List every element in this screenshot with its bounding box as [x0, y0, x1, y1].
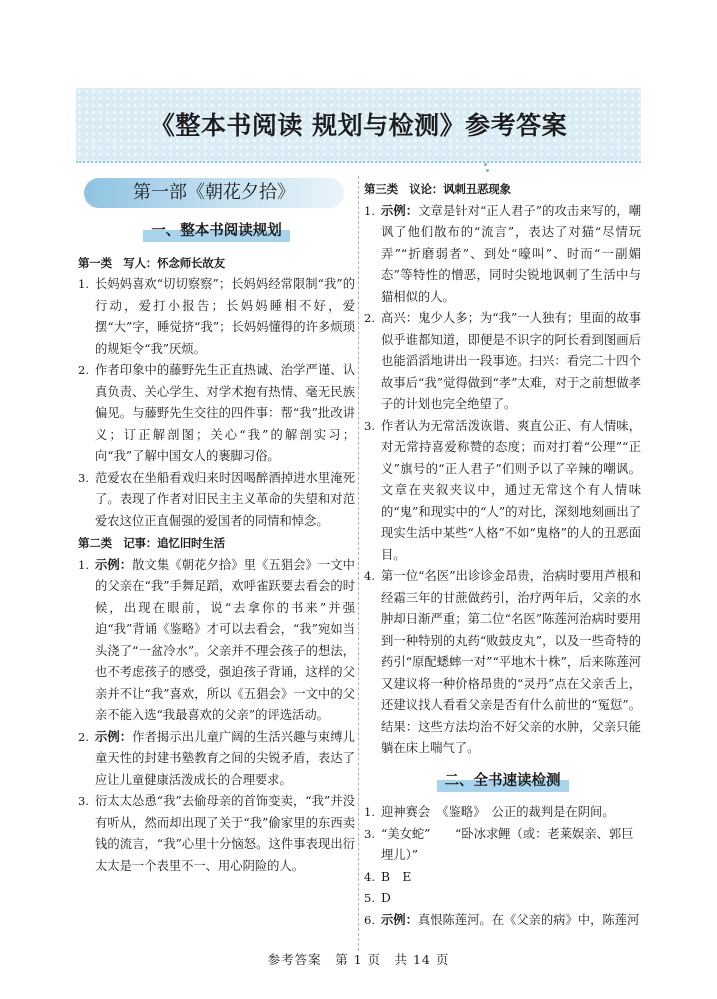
- answer-item: [364, 867, 641, 889]
- item-text: [381, 824, 641, 846]
- item-text: [95, 791, 355, 877]
- category-heading-3: 第三类 议论：讽刺丑恶现象: [364, 182, 511, 196]
- item-text: [381, 566, 641, 760]
- page-title: 《整本书阅读 规划与检测》参考答案: [149, 111, 568, 140]
- answer-item: [364, 308, 641, 416]
- item-body: “美女蛇” “卧冰求鲤（或：老莱娱亲、郭巨: [381, 826, 634, 841]
- item-number: 3.: [364, 826, 375, 841]
- item-text: [381, 845, 641, 867]
- item-number: 1.: [364, 805, 375, 819]
- answer-item: [364, 910, 641, 932]
- answer-item: [364, 566, 641, 760]
- item-text: [381, 867, 641, 889]
- answer-item: [364, 888, 641, 910]
- item-body: 作者认为无常活泼诙谐、爽直公正、有人情味，对无常持喜爱称赞的态度；而对打着“公理”“正义”旗号的“正人君子”们则予以了辛辣的嘲讽。文章在夹叙夹议中，通过无常这个有人情味的“鬼”和现实中的“人”的对比，深刻地刻画出了现实生活中某些“人格”不如“鬼格”的人的丑恶面目。: [381, 418, 641, 562]
- item-body: 真恨陈莲河。在《父亲的病》中，陈莲河: [417, 912, 640, 927]
- example-label: 示例：: [95, 729, 133, 744]
- item-text: [95, 360, 355, 468]
- section-heading-quick-test: [364, 770, 641, 793]
- title-banner: [76, 88, 641, 163]
- example-label: 示例：: [381, 203, 419, 218]
- item-body: 作者印象中的藤野先生正直热诚、治学严谨、认真负责、关心学生、对学术抱有热情、毫无民族偏见。与藤野先生交往的四件事：帮“我”批改讲义；订正解剖图；关心“我”的解剖实习；向“我”了解中国女人的裹脚习俗。: [95, 363, 355, 463]
- item-number: 4.: [364, 869, 375, 884]
- item-body: 高兴：鬼少人多；为“我”一人独有；里面的故事似乎谁都知道，即便是不识字的阿长看到图画后也能滔滔地讲出一段事迹。扫兴：看完二十四个故事后“我”觉得做到“孝”太难，对于之前想做孝子的计划也完全绝望了。: [381, 311, 641, 411]
- item-number: 2.: [78, 729, 89, 744]
- item-text: [381, 201, 641, 309]
- item-number: 1.: [364, 203, 375, 218]
- answer-item: [78, 274, 355, 360]
- item-text: [95, 555, 355, 727]
- item-text: [95, 727, 355, 792]
- category-3-list: [364, 201, 641, 760]
- quick-test-list: [364, 802, 641, 931]
- answer-item: [78, 360, 355, 468]
- item-number: 6.: [364, 912, 375, 927]
- item-text: [381, 888, 641, 910]
- answer-item: [364, 824, 641, 846]
- answer-item: [364, 845, 641, 867]
- item-text: [95, 274, 355, 360]
- answer-item: [78, 727, 355, 792]
- answer-item: [78, 791, 355, 877]
- answer-item: [364, 802, 641, 824]
- item-text: [381, 802, 641, 824]
- item-number: 2.: [78, 363, 89, 377]
- item-number: 3.: [364, 418, 375, 433]
- item-number: 1.: [78, 557, 89, 572]
- answer-item: [78, 555, 355, 727]
- item-text: [95, 468, 355, 533]
- item-number: 5.: [364, 891, 375, 905]
- section-title: 一、整本书阅读规划: [143, 220, 290, 242]
- item-number: 3.: [78, 794, 89, 808]
- item-number: 4.: [364, 569, 375, 583]
- item-body: 第一位“名医”出诊诊金昂贵，治病时要用芦根和经霜三年的甘蔗做药引，治疗两年后，父亲的水肿却日渐严重；第二位“名医”陈莲河治病时要用到一种特别的丸药“败鼓皮丸”，以及一些奇特的药引“原配蟋蟀一对”“平地木十株”，后来陈莲河又建议将一种价格昂贵的“灵丹”点在父亲舌上，还建议找人看看父亲是否有什么前世的“冤愆”。结果：这些方法均治不好父亲的水肿，父亲只能躺在床上喘气了。: [381, 569, 641, 755]
- category-heading-1: 第一类 写人：怀念师长故友: [78, 255, 225, 270]
- category-1-list: [78, 274, 355, 532]
- item-body: 迎神赛会 《鉴略》 公正的裁判是在阴间。: [381, 805, 615, 819]
- item-text: [381, 416, 641, 567]
- item-body: B E: [381, 869, 412, 884]
- answer-item: [364, 201, 641, 309]
- example-label: 示例：: [95, 557, 133, 572]
- section-title-2: 二、全书速读检测: [437, 770, 569, 792]
- part-title: 第一部《朝花夕拾》: [84, 178, 344, 208]
- item-body: 埋儿）”: [381, 848, 419, 862]
- left-column: [78, 178, 355, 877]
- item-number: [364, 845, 381, 867]
- item-number: 1.: [78, 277, 89, 291]
- category-2-list: [78, 555, 355, 878]
- item-body: 长妈妈喜欢“切切察察”；长妈妈经常限制“我”的行动，爱打小报告；长妈妈睡相不好，爱摆“大”字，睡觉挤“我”；长妈妈懂得的许多烦琐的规矩令“我”厌烦。: [95, 277, 355, 356]
- answer-item: [364, 416, 641, 567]
- example-label: 示例：: [381, 912, 418, 927]
- item-body: 文章是针对“正人君子”的攻击来写的，嘲讽了他们散布的“流言”，表达了对猫“尽情玩弄”“折磨弱者”、到处“嚎叫”、时而“一副媚态”等特性的憎恶，同时尖锐地讽刺了生活中与猫相似的人。: [381, 203, 641, 304]
- item-number: 3.: [78, 470, 89, 485]
- right-column: [364, 178, 641, 931]
- section-heading-reading-plan: [78, 220, 355, 243]
- item-body: 散文集《朝花夕拾》里《五猖会》一文中的父亲在“我”手舞足蹈，欢呼雀跃要去看会的时候，出现在眼前，说“去拿你的书来”并强迫“我”背诵《鉴略》才可以去看会，“我”宛如当头浇了“一盆冷水”。父亲并不理会孩子的想法，也不考虑孩子的感受，强迫孩子背诵，这样的父亲并不让“我”喜欢，所以《五猖会》一文中的父亲不能入选“我最喜欢的父亲”的评选活动。: [95, 557, 355, 722]
- banner-dots-decoration: [481, 161, 491, 175]
- item-body: 范爱农在坐船看戏归来时因喝醉酒掉进水里淹死了。表现了作者对旧民主主义革命的失望和对范爱农这位正直倔强的爱国者的同情和悼念。: [95, 470, 355, 528]
- category-heading-2: 第二类 记事：追忆旧时生活: [78, 536, 225, 550]
- page-footer: 参考答案 第 1 页 共 14 页: [267, 952, 450, 967]
- item-number: 2.: [364, 311, 375, 325]
- answer-item: [78, 468, 355, 533]
- item-text: [381, 308, 641, 416]
- item-body: D: [381, 891, 391, 905]
- item-text: [381, 910, 641, 932]
- item-body: 衍太太怂恿“我”去偷母亲的首饰变卖，“我”并没有听从，然而却出现了关于“我”偷家里的东西卖钱的流言，“我”心里十分恼怒。这件事表现出衍太太是一个表里不一、用心阴险的人。: [95, 794, 355, 873]
- column-divider: [358, 176, 359, 951]
- item-body: 作者揭示出儿童广阔的生活兴趣与束缚儿童天性的封建书塾教育之间的尖锐矛盾，表达了应让儿童健康活泼成长的合理要求。: [95, 729, 355, 787]
